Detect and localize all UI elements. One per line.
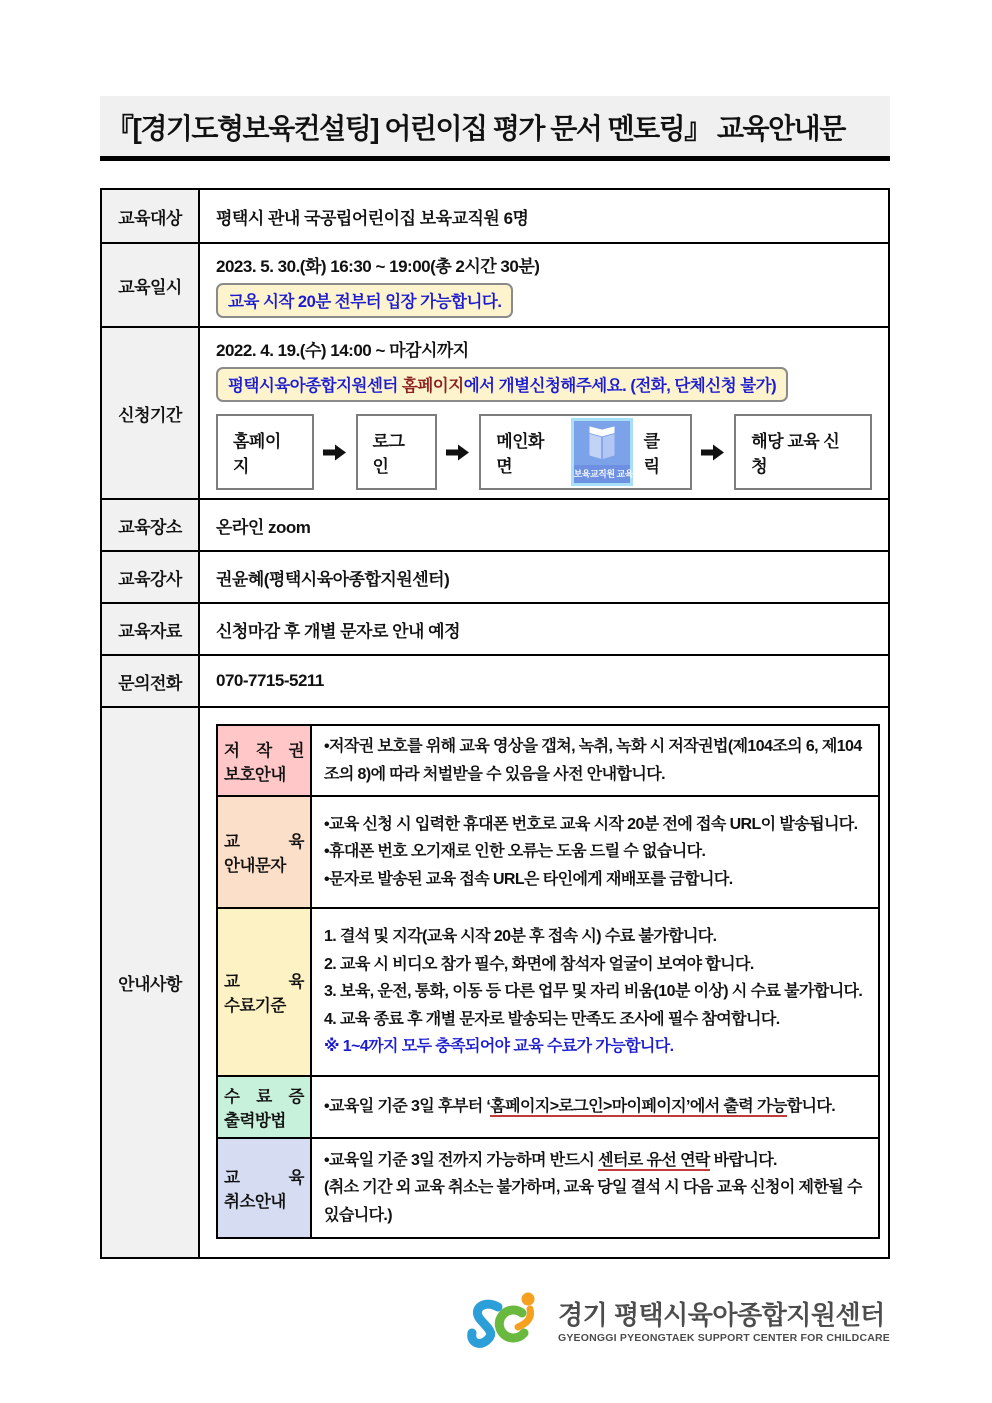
notice-line: ※ 1~4까지 모두 충족되어야 교육 수료가 가능합니다. xyxy=(324,1038,674,1056)
org-logo xyxy=(466,1289,890,1356)
row-label-phone: 문의전화 xyxy=(101,655,199,707)
arrow-right-icon xyxy=(323,444,347,461)
notice-line: 1. 결석 및 지각(교육 시작 20분 후 접속 시) 수료 불가합니다. xyxy=(324,928,717,946)
flow-step-apply: 해당 교육 신청 xyxy=(734,414,872,490)
row-label-materials: 교육자료 xyxy=(101,603,199,655)
notice-label: 교 육 xyxy=(224,973,304,992)
footer xyxy=(100,1289,890,1356)
org-name-korean: 경기 평택시육아종합지원센터 xyxy=(557,1299,885,1330)
table-row xyxy=(101,603,889,655)
notice-label: 수료기준 xyxy=(224,997,286,1016)
row-label-place: 교육장소 xyxy=(101,499,199,551)
row-value-materials: 신청마감 후 개별 문자로 안내 예정 xyxy=(199,603,889,655)
org-name-english: GYEONGGI PYEONGTAEK SUPPORT CENTER FOR CHILDCARE xyxy=(557,1331,890,1344)
org-logo-mark-icon xyxy=(466,1289,546,1356)
notice-line: •저작권 보호를 위해 교육 영상을 갭쳐, 녹취, 녹화 시 저작권법(제104조의 6, 제104조의 8)에 따라 처벌받을 수 있음을 사전 안내합니다. xyxy=(324,738,862,783)
table-row xyxy=(101,327,889,499)
notice-line: •교육 신청 시 입력한 휴대폰 번호로 교육 시작 20분 전에 접속 URL이 발송됩니다. xyxy=(324,815,858,833)
datetime-note-highlight: 교육 시작 20분 전부터 입장 가능합니다. xyxy=(216,283,513,318)
notice-line: 4. 교육 종료 후 개별 문자로 발송되는 만족도 조사에 필수 참여합니다. xyxy=(324,1010,780,1028)
table-row xyxy=(101,243,889,327)
notice-line: •휴대폰 번호 오기재로 인한 오류는 도움 드릴 수 없습니다. xyxy=(324,843,706,861)
row-value-place: 온라인 zoom xyxy=(199,499,889,551)
notice-label: 보호안내 xyxy=(224,765,286,784)
notice-row-copyright xyxy=(217,725,879,796)
datetime-value: 2023. 5. 30.(화) 16:30 ~ 19:00(총 2시간 30분) xyxy=(216,257,540,276)
notice-line: 2. 교육 시 비디오 참가 필수, 화면에 참석자 얼굴이 보여야 합니다. xyxy=(324,955,754,973)
notice-line: •교육일 기준 3일 후부터 ‘홈페이지>로그인>마이페이지’에서 출력 가능합니다. xyxy=(324,1098,836,1116)
table-row xyxy=(101,655,889,707)
notice-label: 수 료 증 xyxy=(224,1088,304,1107)
row-value-target: 평택시 관내 국공립어린이집 보육교직원 6명 xyxy=(199,189,889,243)
notice-label: 출력방법 xyxy=(224,1112,286,1131)
arrow-right-icon xyxy=(446,444,470,461)
notice-label: 교 육 xyxy=(224,833,304,852)
info-table xyxy=(100,188,890,1259)
notice-label: 저 작 권 xyxy=(224,741,304,760)
notice-label: 취소안내 xyxy=(224,1193,286,1212)
row-label-datetime: 교육일시 xyxy=(101,243,199,327)
notice-line: •교육일 기준 3일 전까지 가능하며 반드시 센터로 유선 연락 바랍니다. xyxy=(324,1151,777,1169)
notice-row-sms xyxy=(217,796,879,908)
notice-line: (취소 기간 외 교육 취소는 불가하며, 교육 당일 결석 시 다음 교육 신청이 제한될 수 있습니다.) xyxy=(324,1179,862,1224)
page-title: 『[경기도형보육컨설팅] 어린이집 평가 문서 멘토링』 교육안내문 xyxy=(100,96,890,161)
table-row xyxy=(101,499,889,551)
open-book-icon xyxy=(574,421,630,465)
notice-line: •문자로 발송된 교육 접속 URL은 타인에게 재배포를 금합니다. xyxy=(324,870,733,888)
apply-period-value: 2022. 4. 19.(수) 14:00 ~ 마감시까지 xyxy=(216,341,469,360)
notice-row-certificate xyxy=(217,1076,879,1138)
flow-step-homepage: 홈페이지 xyxy=(216,414,314,490)
notice-label: 안내문자 xyxy=(224,857,286,876)
arrow-right-icon xyxy=(701,444,725,461)
row-label-apply-period: 신청기간 xyxy=(101,327,199,499)
table-row xyxy=(101,189,889,243)
row-label-instructor: 교육강사 xyxy=(101,551,199,603)
notice-row-completion xyxy=(217,908,879,1076)
notice-subtable xyxy=(216,724,880,1239)
childcare-education-icon: 보육교직원 교육 xyxy=(571,418,633,486)
row-label-target: 교육대상 xyxy=(101,189,199,243)
notice-label: 교 육 xyxy=(224,1169,304,1188)
application-flow-diagram xyxy=(216,414,872,490)
row-value-phone: 070-7715-5211 xyxy=(199,655,889,707)
apply-note-highlight: 평택시육아종합지원센터 홈페이지에서 개별신청해주세요. (전화, 단체신청 불가) xyxy=(216,367,788,402)
notice-line: 3. 보육, 운전, 통화, 이동 등 다른 업무 및 자리 비움(10분 이상) 시 수료 불가합니다. xyxy=(324,983,863,1001)
table-row-notice xyxy=(101,707,889,1258)
table-row xyxy=(101,551,889,603)
row-label-notice: 안내사항 xyxy=(101,707,199,1258)
flow-step-login: 로그인 xyxy=(356,414,438,490)
row-value-instructor: 권윤혜(평택시육아종합지원센터) xyxy=(199,551,889,603)
notice-row-cancel xyxy=(217,1138,879,1238)
flow-step-mainscreen: 메인화면 보육교직원 교육 클릭 xyxy=(479,414,692,490)
document-page xyxy=(100,0,890,1259)
